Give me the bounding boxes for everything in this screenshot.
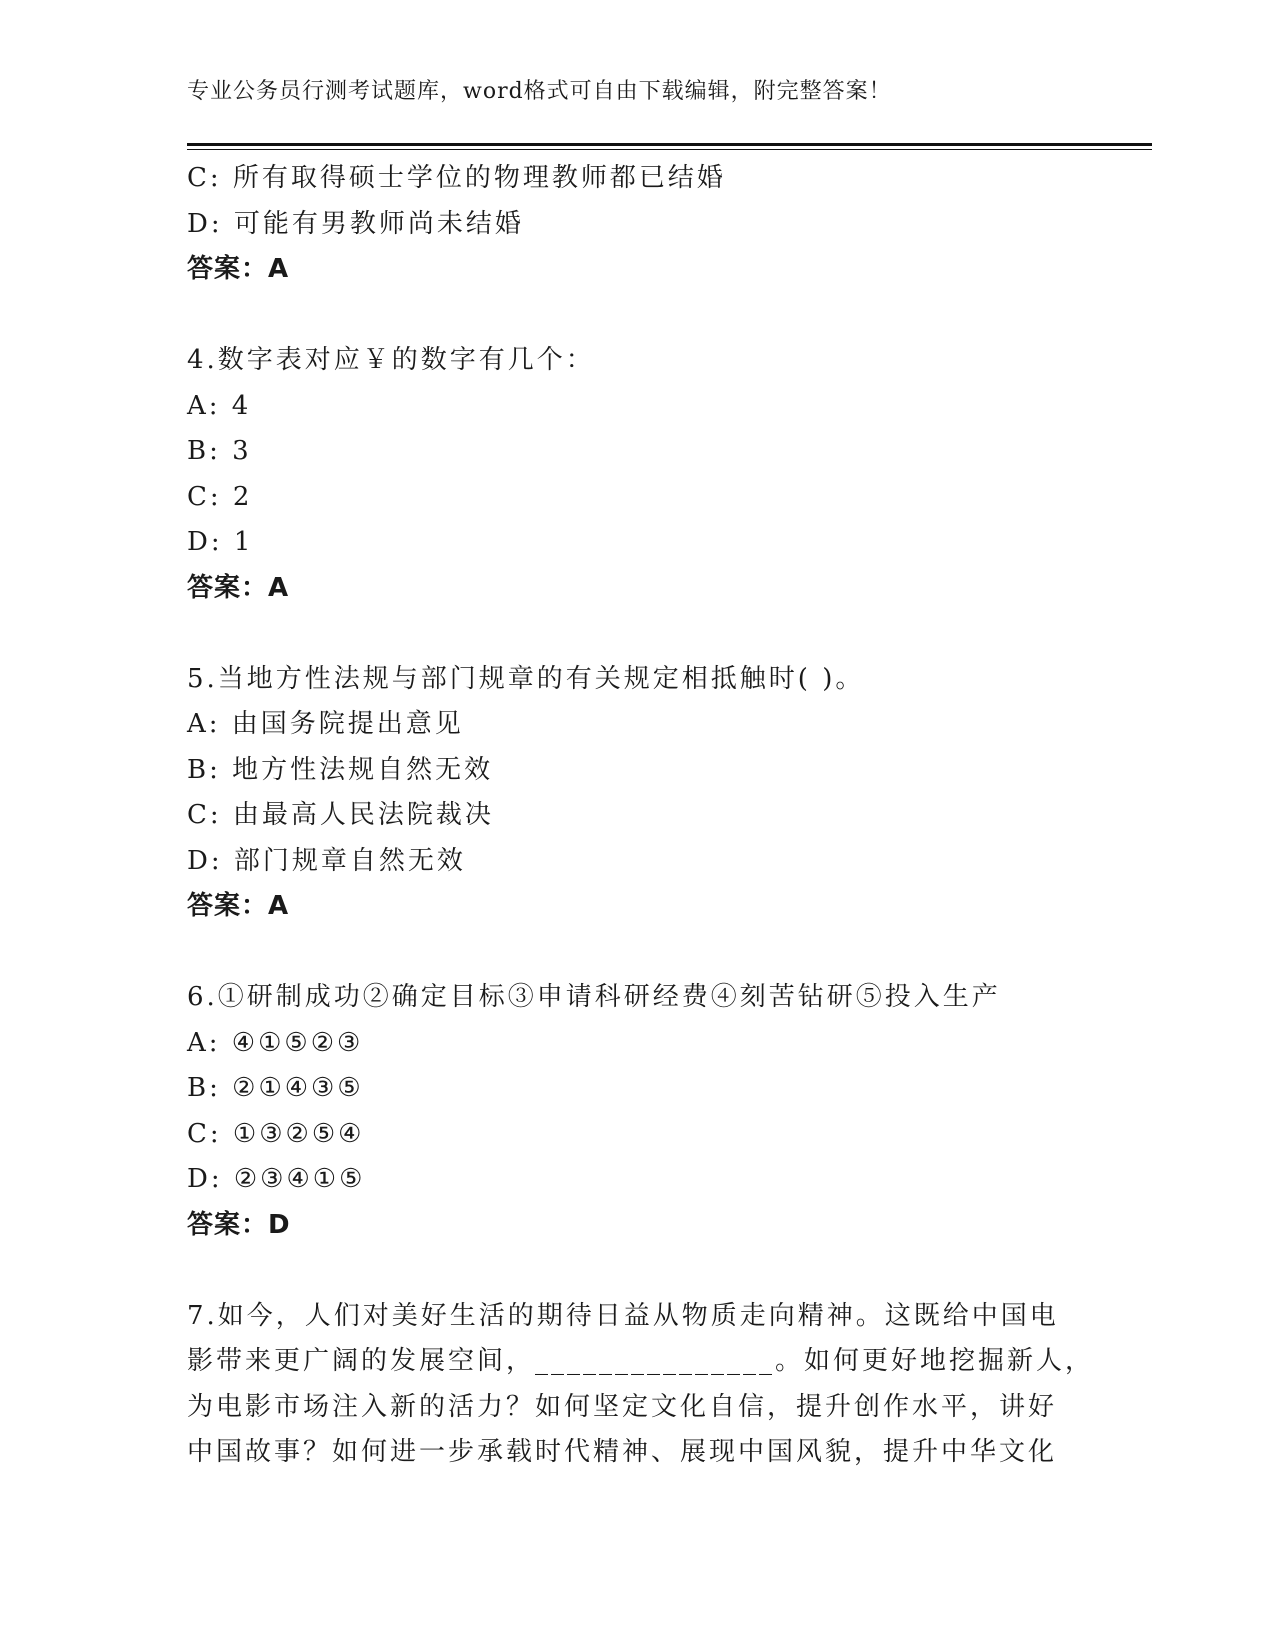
option-d: D: ②③④①⑤	[187, 1164, 366, 1194]
header-rule-thin	[187, 149, 1152, 150]
question-6-stem: 6.①研制成功②确定目标③申请科研经费④刻苦钻研⑤投入生产	[187, 982, 1001, 1012]
question-7-line: 影带来更广阔的发展空间，_______________。如何更好地挖掘新人，	[187, 1346, 1095, 1376]
option-c: C: ①③②⑤④	[187, 1118, 365, 1149]
answer-line: 答案：A	[187, 891, 290, 921]
question-7-line: 中国故事？如何进一步承载时代精神、展现中国风貌，提升中华文化	[187, 1437, 1058, 1467]
spacer	[187, 1248, 1067, 1294]
question-7-line: 7.如今，人们对美好生活的期待日益从物质走向精神。这既给中国电	[187, 1300, 1059, 1331]
option-c: C: 所有取得硕士学位的物理教师都已结婚	[187, 163, 726, 193]
option-a: A: ④①⑤②③	[187, 1027, 364, 1058]
spacer	[187, 293, 1067, 339]
answer-line: 答案：D	[187, 1209, 291, 1240]
spacer	[187, 611, 1067, 657]
spacer	[187, 930, 1067, 976]
question-content	[187, 156, 1095, 1476]
option-b: B: ②①④③⑤	[187, 1073, 364, 1103]
answer-line: 答案：A	[187, 572, 290, 603]
option-a: A: 由国务院提出意见	[187, 709, 464, 739]
header-rule-thick	[187, 143, 1152, 146]
option-d: D: 可能有男教师尚未结婚	[187, 208, 524, 239]
option-d: D: 1	[187, 527, 254, 557]
question-4-stem: 4.数字表对应￥的数字有几个：	[187, 345, 595, 375]
option-a: A: 4	[187, 390, 252, 421]
option-b: B: 地方性法规自然无效	[187, 754, 494, 785]
option-c: C: 2	[187, 481, 253, 512]
answer-line: 答案：A	[187, 254, 290, 284]
page-header: 专业公务员行测考试题库，word格式可自由下载编辑，附完整答案！	[187, 79, 892, 104]
option-c: C: 由最高人民法院裁决	[187, 800, 494, 830]
option-b: B: 3	[187, 436, 252, 466]
question-7-line: 为电影市场注入新的活力？如何坚定文化自信，提升创作水平，讲好	[187, 1391, 1058, 1422]
option-d: D: 部门规章自然无效	[187, 845, 466, 876]
question-5-stem: 5.当地方性法规与部门规章的有关规定相抵触时( )。	[187, 663, 865, 694]
